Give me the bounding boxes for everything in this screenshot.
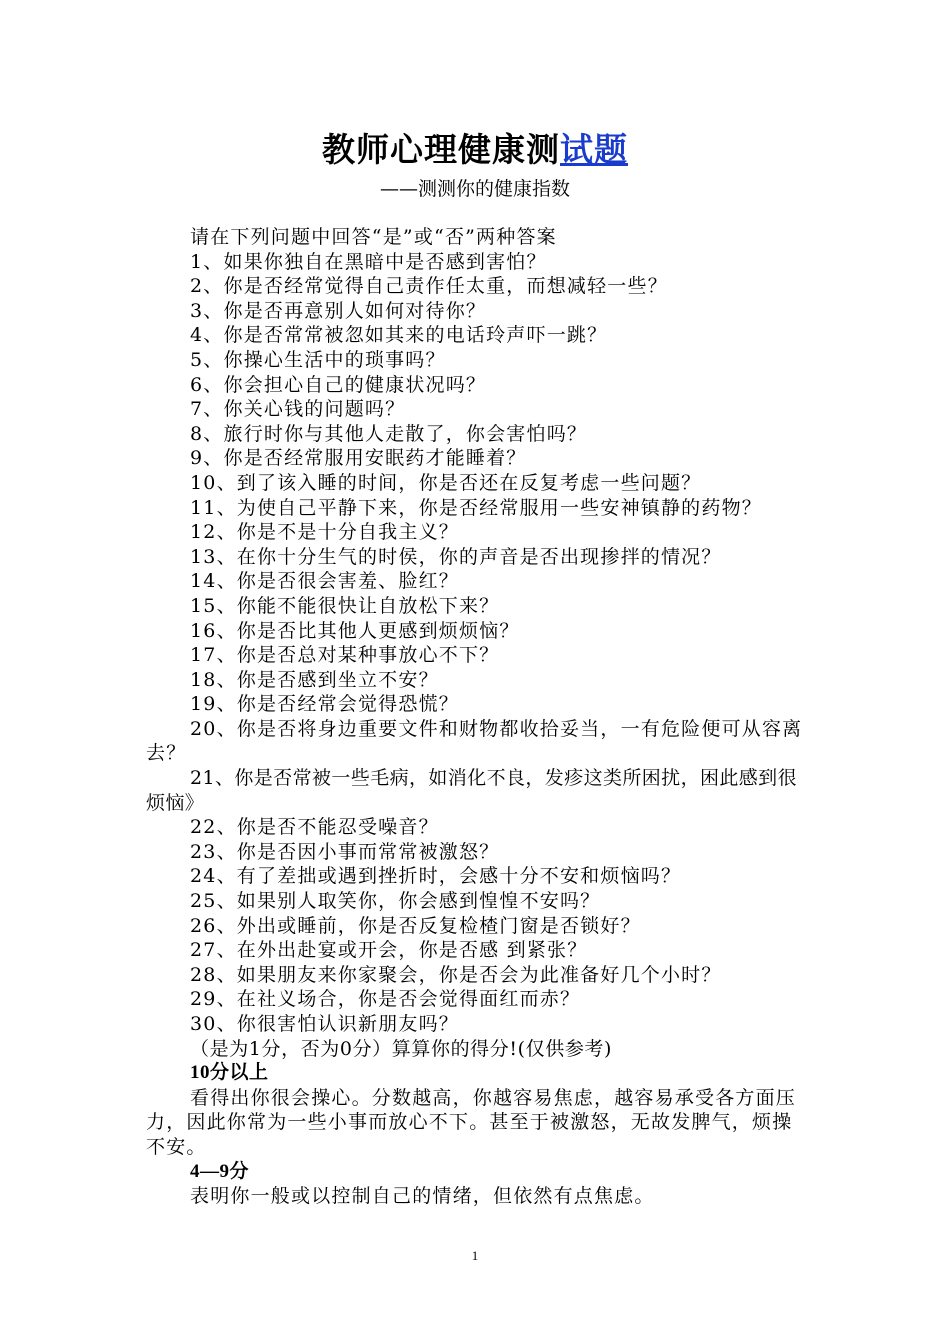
page-number: 1 [471,1248,479,1263]
question-item: 7、你关心钱的问题吗？ [190,398,406,421]
question-item: 10、到了该入睡的时间，你是否还在反复考虑一些问题？ [190,471,702,494]
question-item: 15、你能不能很快让自放松下来？ [190,594,500,617]
title-main: 教师心理健康测 [322,130,560,169]
result-high-text: 看得出你很会操心。分数越高，你越容易焦虑，越容易承受各方面压力，因此你常为一些小事而放心不下。甚至于被激怒，无故发脾气，烦操不安。 [146,1086,797,1158]
question-item: 27、在外出赴宴或开会，你是否感 到紧张？ [190,939,588,962]
intro-text: 请在下列问题中回答“是”或“否”两种答案 [190,226,557,248]
question-item: 12、你是不是十分自我主义？ [190,521,459,544]
question-list [146,250,810,717]
question-item: 26、外出或睡前，你是否反复检楂门窗是否锁好？ [190,914,641,937]
title-link[interactable]: 试题 [560,130,628,169]
question-list-continued [146,815,810,1036]
question-item: 2、你是否经常觉得自己责作任太重，而想减轻一些？ [190,275,668,298]
question-item: 3、你是否再意别人如何对待你？ [190,299,487,322]
question-item: 23、你是否因小事而常常被激怒？ [190,840,500,863]
page-title [0,128,950,172]
question-item: 24、有了差拙或遇到挫折时，会感十分不安和烦恼吗？ [190,865,682,888]
question-item: 9、你是否经常服用安眠药才能睡着？ [190,447,527,470]
question-item: 18、你是否感到坐立不安？ [190,668,439,691]
result-mid-heading: 4—9分 [190,1160,250,1182]
question-item: 16、你是否比其他人更感到烦烦恼？ [190,619,520,642]
question-item: 11、为使自己平静下来，你是否经常服用一些安神镇静的药物？ [190,496,762,519]
question-item: 1、如果你独自在黑暗中是否感到害怕？ [190,250,547,273]
question-item: 22、你是否不能忍受噪音？ [190,816,439,839]
question-item: 4、你是否常常被忽如其来的电话玲声吓一跳？ [190,324,608,347]
question-item: 30、你很害怕认识新朋友吗？ [190,1013,459,1035]
question-item: 6、你会担心自己的健康状况吗？ [190,373,487,396]
question-item: 5、你操心生活中的琐事吗？ [190,348,446,371]
document-body [146,225,810,1209]
question-item: 13、在你十分生气的时侯，你的声音是否出现掺拌的情况？ [190,545,722,568]
question-20: 20、你是否将身边重要文件和财物都收拾妥当，一有危险便可从容离去？ [146,717,803,765]
question-item: 14、你是否很会害羞、脸红？ [190,570,459,593]
question-item: 25、如果别人取笑你，你会感到惶惶不安吗？ [190,890,601,913]
question-item: 17、你是否总对某种事放心不下？ [190,644,500,667]
page-subtitle: ——测测你的健康指数 [379,178,570,200]
result-mid-text: 表明你一般或以控制自己的情绪，但依然有点焦虑。 [190,1185,655,1208]
question-item: 29、在社义场合，你是否会觉得面红而赤？ [190,988,581,1011]
question-item: 19、你是否经常会觉得恐慌？ [190,693,459,716]
question-item: 8、旅行时你与其他人走散了，你会害怕吗？ [190,422,588,445]
question-21: 21、你是否常被一些毛病，如消化不良，发疹这类所困扰，困此感到很烦恼》 [146,767,797,814]
scoring-note: （是为1分，否为0分）算算你的得分!(仅供参考) [190,1037,613,1060]
result-high-heading: 10分以上 [190,1062,269,1084]
question-item: 28、如果朋友来你家聚会，你是否会为此准备好几个小时？ [190,963,722,986]
